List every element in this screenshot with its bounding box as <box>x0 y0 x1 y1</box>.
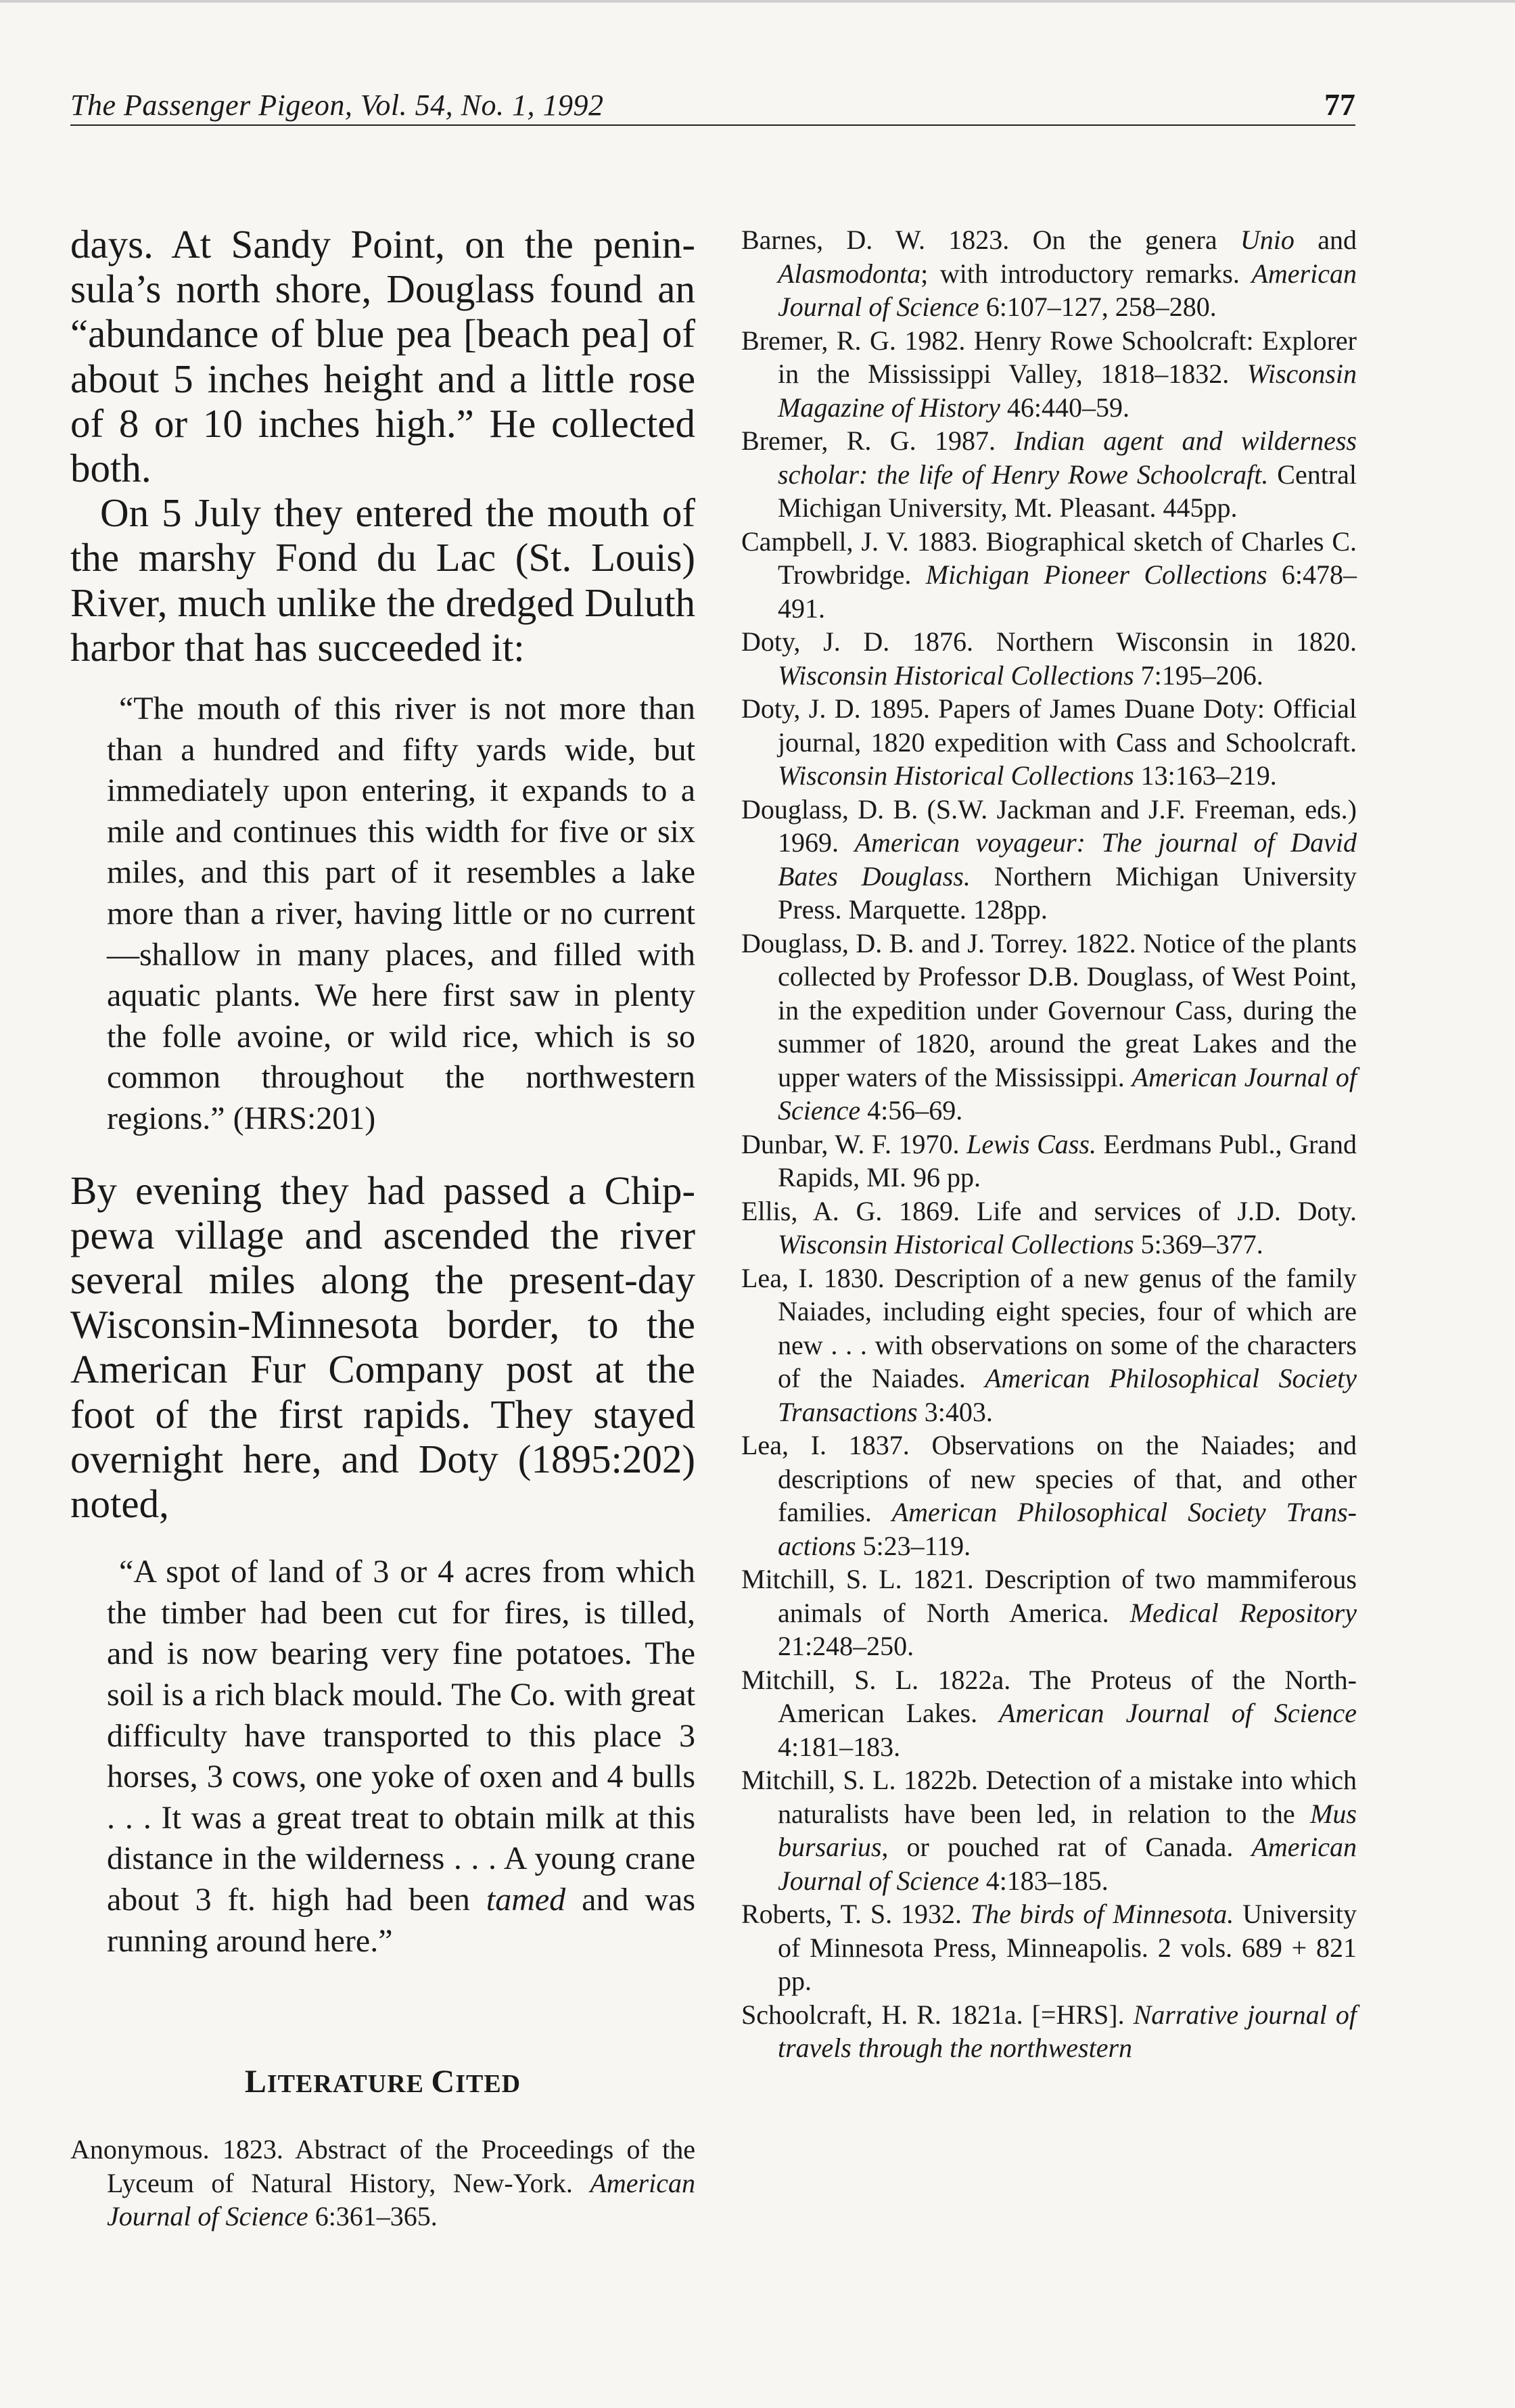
page-number: 77 <box>1324 87 1355 122</box>
body-paragraph-3: By evening they had passed a Chippewa village and ascended the river several miles along the present-day Wisconsin-Minnesota border, to the American Fur Company post at the foot of the first rapids. They stayed overnight here, and Doty (1895:202) noted, <box>70 1167 695 1526</box>
reference-entry: Lea, I. 1830. Description of a new genus of the family Naiades, including eight species, four of which are new . . . with observations on some of the characters of the Naiades. American Philosophical Society Transactions 3:403. <box>741 1262 1357 1427</box>
running-header <box>70 80 1355 127</box>
reference-entry: Mitchill, S. L. 1822b. Detection of a mistake into which naturalists have been led, in relation to the Mus bursarius, or pouched rat of Canada. American Journal of Science 4:183–185. <box>741 1765 1357 1896</box>
body-paragraph-2: On 5 July they entered the mouth of the marshy Fond du Lac (St. Louis) River, much unlike the dredged Duluth harbor that has succeeded it: <box>70 490 695 670</box>
header-rule <box>70 124 1355 126</box>
reference-entry: Schoolcraft, H. R. 1821a. [=HRS]. Narrative journal of travels through the northwestern <box>741 1999 1357 2063</box>
quote-text: “A spot of land of 3 or 4 acres from which the timber had been cut for fires, is tilled, and is now bearing very fine potatoes. The soil is a rich black mould. The Co. with great difficulty have transported to this place 3 horses, 3 cows, one yoke of oxen and 4 bulls . . . It was a great treat to obtain milk at this distance in the wilderness . . . A young crane about 3 ft. high had been <box>107 1554 695 1918</box>
reference-entry: Roberts, T. S. 1932. The birds of Minnesota. University of Minnesota Press, Minneapolis. 2 vols. 689 + 821 pp. <box>741 1899 1357 1996</box>
reference-entry: Douglass, D. B. and J. Torrey. 1822. Notice of the plants collected by Professor D.B. Douglass, of West Point, in the expedition under Governour Cass, during the summer of 1820, around the great Lakes and the upper waters of the Mississippi. American Journal of Science 4:56–69. <box>741 927 1357 1126</box>
literature-cited-heading: LITERATURE CITED <box>244 2064 521 2100</box>
reference-entry: Dunbar, W. F. 1970. Lewis Cass. Eerdmans Publ., Grand Rapids, MI. 96 pp. <box>741 1128 1357 1193</box>
reference-entry: Doty, J. D. 1895. Papers of James Duane Doty: Official journal, 1820 expedition with Cass and Schoolcraft. Wisconsin Historical Collections 13:163–219. <box>741 693 1357 791</box>
reference-entry: Doty, J. D. 1876. Northern Wisconsin in 1820. Wisconsin Historical Collections 7:195–206. <box>741 626 1357 691</box>
body-paragraph-1: days. At Sandy Point, on the peninsula’s north shore, Douglass found an “abundance of blue pea [beach pea] of about 5 inches height and a little rose of 8 or 10 inches high.” He collected both. <box>70 222 695 491</box>
reference-entry: Bremer, R. G. 1982. Henry Rowe Schoolcraft: Explorer in the Mississippi Valley, 1818–1832. Wisconsin Magazine of History 46:440–59. <box>741 325 1357 423</box>
reference-entry: Mitchill, S. L. 1822a. The Proteus of the North-American Lakes. American Journal of Science 4:181–183. <box>741 1664 1357 1762</box>
spacer <box>70 1526 695 1552</box>
reference-entry: Lea, I. 1837. Observations on the Naiades; and descriptions of new species of that, and other families. American Philosophical Society Transactions 5:23–119. <box>741 1430 1357 1561</box>
reference-entry: Barnes, D. W. 1823. On the genera Unio and Alasmodonta; with introductory remarks. American Journal of Science 6:107–127, 258–280. <box>741 225 1357 322</box>
block-quote-2 <box>70 1552 695 1962</box>
reference-entry: Douglass, D. B. (S.W. Jackman and J.F. Freeman, eds.) 1969. American voyageur: The journal of David Bates Douglass. Northern Michigan University Press. Marquette. 128pp. <box>741 793 1357 925</box>
reference-list-left <box>70 2133 695 2233</box>
journal-title: The Passenger Pigeon, Vol. 54, No. 1, 1992 <box>70 89 604 122</box>
reference-list-right <box>741 223 1357 2065</box>
reference-entry: Ellis, A. G. 1869. Life and services of J.D. Doty. Wisconsin Historical Collections 5:369–377. <box>741 1195 1357 1259</box>
reference-entry: Campbell, J. V. 1883. Biographical sketch of Charles C. Trowbridge. Michigan Pioneer Collections 6:478–491. <box>741 526 1357 624</box>
block-quote-1: “The mouth of this river is not more than than a hundred and fifty yards wide, but immediately upon entering, it expands to a mile and continues this width for five or six miles, and this part of it resembles a lake more than a river, having little or no current—shallow in many places, and filled with aquatic plants. We here first saw in plenty the folle avoine, or wild rice, which is so common throughout the northwestern regions.” (HRS:201) <box>107 691 695 1136</box>
reference-entry: Anonymous. 1823. Abstract of the Proceedings of the Lyceum of Natural History, New-York. American Journal of Science 6:361–365. <box>70 2134 695 2232</box>
reference-entry: Bremer, R. G. 1987. Indian agent and wilderness scholar: the life of Henry Rowe Schoolcraft. Central Michigan University, Mt. Pleasant. 445pp. <box>741 425 1357 523</box>
spacer <box>70 1140 695 1168</box>
quote-text: and was running around here.” <box>107 1881 696 1959</box>
left-column <box>70 222 695 2233</box>
quote-emphasis: tamed <box>486 1881 566 1918</box>
reference-entry: Mitchill, S. L. 1821. Description of two mammiferous animals of North America. Medical Repository 21:248–250. <box>741 1564 1357 1661</box>
page-top-edge <box>0 0 1515 3</box>
spacer <box>70 670 695 689</box>
